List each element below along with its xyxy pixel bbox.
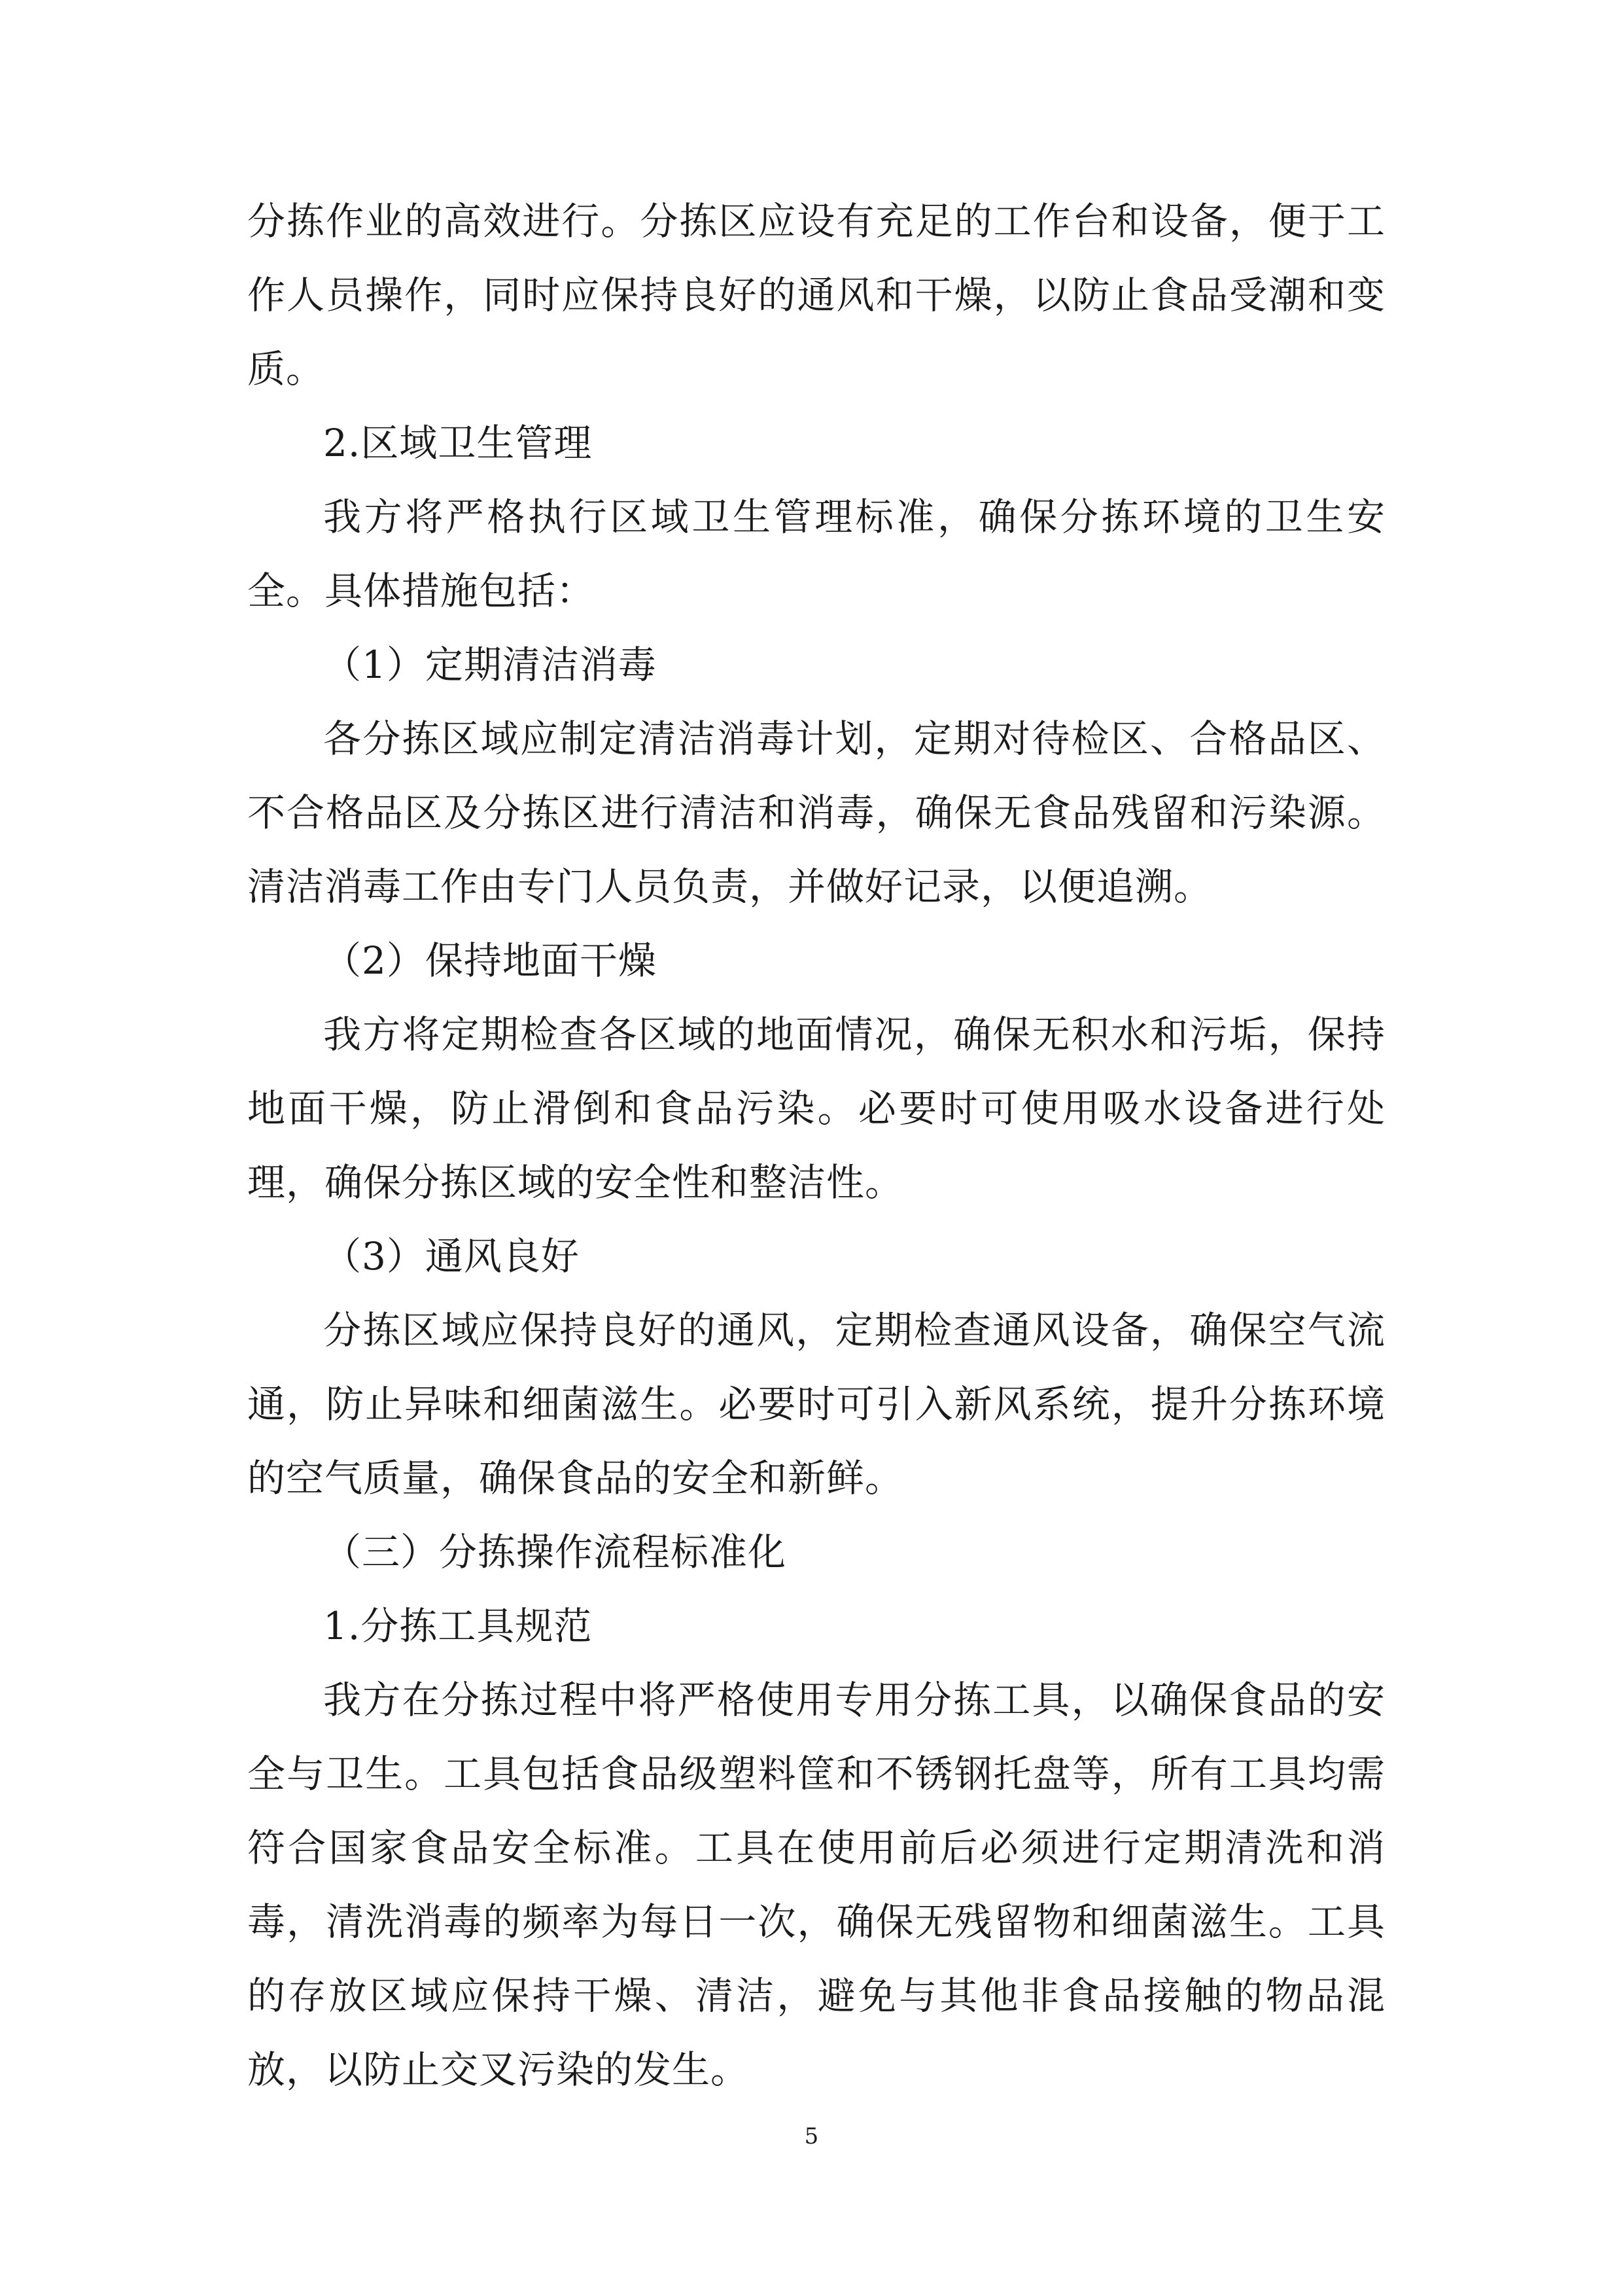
paragraph-dry-floor: 我方将定期检查各区域的地面情况，确保无积水和污垢，保持地面干燥，防止滑倒和食品污染。必要时可使用吸水设备进行处理，确保分拣区域的安全性和整洁性。 xyxy=(247,1012,1386,1205)
page-number: 5 xyxy=(804,2123,819,2149)
paragraph-continuation: 分拣作业的高效进行。分拣区应设有充足的工作台和设备，便于工作人员操作，同时应保持良好的通风和干燥，以防止食品受潮和变质。 xyxy=(247,199,1386,391)
subheading-cleaning: （1）定期清洁消毒 xyxy=(323,643,657,687)
subheading-dry-floor: （2）保持地面干燥 xyxy=(323,938,657,983)
paragraph-tools: 我方在分拣过程中将严格使用专用分拣工具，以确保食品的安全与卫生。工具包括食品级塑料筐和不锈钢托盘等，所有工具均需符合国家食品安全标准。工具在使用前后必须进行定期清洗和消毒，清洗消毒的频率为每日一次，确保无残留物和细菌滋生。工具的存放区域应保持干燥、清洁，避免与其他非食品接触的物品混放，以防止交叉污染的发生。 xyxy=(247,1678,1386,2092)
heading-region-hygiene: 2.区域卫生管理 xyxy=(323,421,593,465)
paragraph-ventilation: 分拣区域应保持良好的通风，定期检查通风设备，确保空气流通，防止异味和细菌滋生。必要时可引入新风系统，提升分拣环境的空气质量，确保食品的安全和新鲜。 xyxy=(247,1308,1386,1500)
document-body xyxy=(247,185,1386,2107)
subheading-ventilation: （3）通风良好 xyxy=(323,1234,580,1279)
section-heading-standardization: （三）分拣操作流程标准化 xyxy=(323,1530,787,1574)
paragraph-hygiene-intro: 我方将严格执行区域卫生管理标准，确保分拣环境的卫生安全。具体措施包括： xyxy=(247,495,1386,613)
heading-tools: 1.分拣工具规范 xyxy=(323,1604,593,1648)
paragraph-cleaning: 各分拣区域应制定清洁消毒计划，定期对待检区、合格品区、不合格品区及分拣区进行清洁和消毒，确保无食品残留和污染源。清洁消毒工作由专门人员负责，并做好记录，以便追溯。 xyxy=(247,716,1386,909)
